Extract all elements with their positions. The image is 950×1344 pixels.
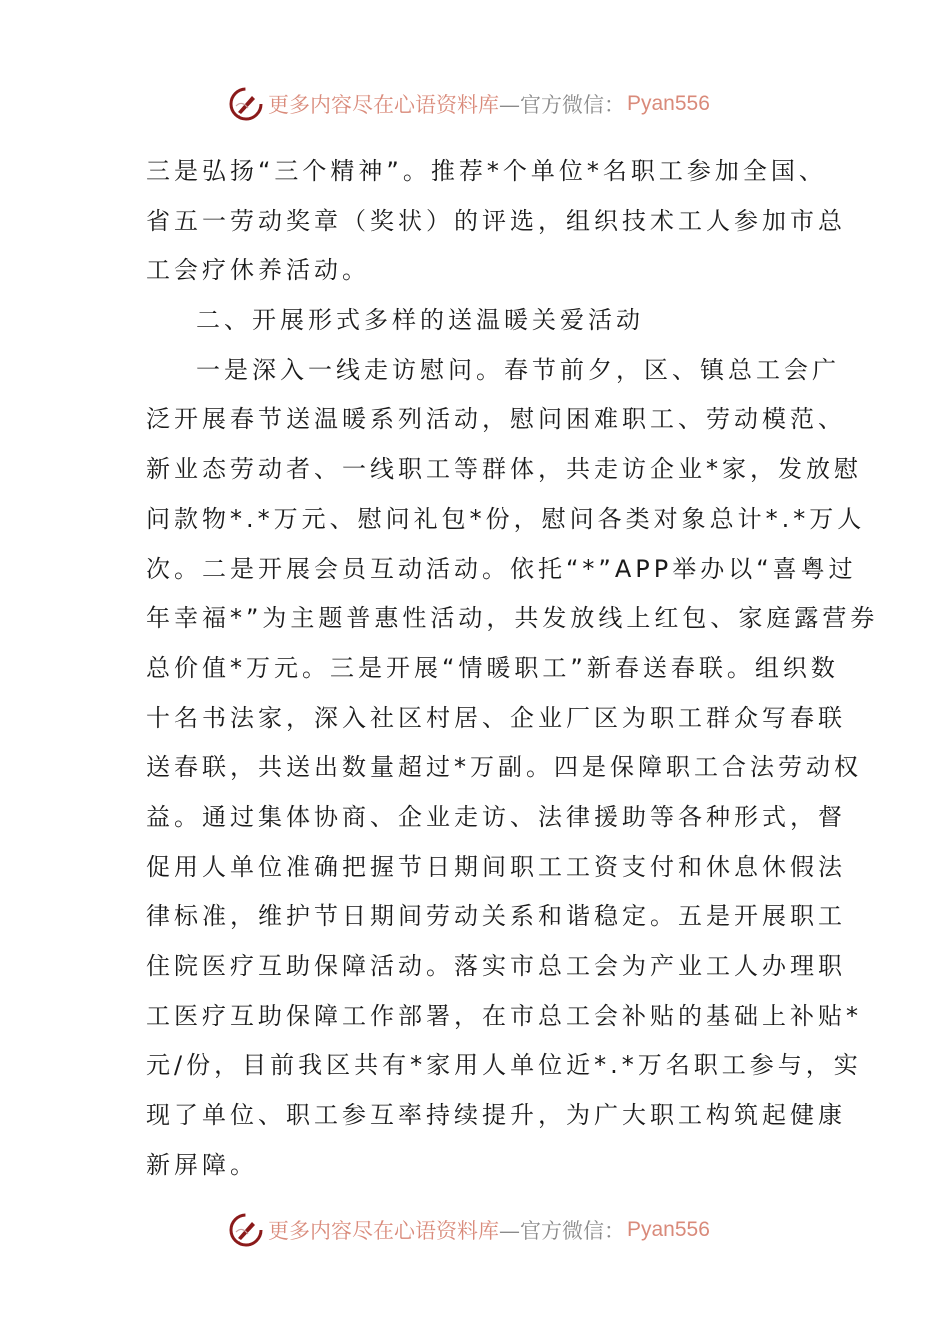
text-line: 益。通过集体协商、企业走访、法律援助等各种形式，督 xyxy=(146,802,846,831)
text-line: 新业态劳动者、一线职工等群体，共走访企业*家，发放慰 xyxy=(146,455,862,484)
promo-text: 更多内容尽在心语资料库 xyxy=(268,93,499,117)
text-line: 工医疗互助保障工作部署，在市总工会补贴的基础上补贴* xyxy=(146,1001,862,1030)
section-heading: 二、开展形式多样的送温暖关爱活动 xyxy=(196,306,644,335)
text-line: 工会疗休养活动。 xyxy=(146,256,370,285)
quill-pen-logo-icon xyxy=(228,86,264,122)
text-line: 元/份，目前我区共有*家用人单位近*.*万名职工参与，实 xyxy=(146,1051,862,1080)
footer-watermark-banner xyxy=(228,1210,710,1250)
header-watermark-banner xyxy=(228,84,710,124)
text-line: 问款物*.*万元、慰问礼包*份，慰问各类对象总计*.*万人 xyxy=(146,504,866,533)
text-line: 现了单位、职工参互率持续提升，为广大职工构筑起健康 xyxy=(146,1101,846,1130)
document-body xyxy=(146,147,879,1190)
text-line: 三是弘扬“三个精神”。推荐*个单位*名职工参加全国、 xyxy=(146,157,827,185)
text-line: 次。二是开展会员互动活动。依托“*”APP举办以“喜粤过 xyxy=(146,554,857,583)
text-line: 总价值*万元。三是开展“情暖职工”新春送春联。组织数 xyxy=(146,653,839,682)
text-line: 住院医疗互助保障活动。落实市总工会为产业工人办理职 xyxy=(146,952,846,980)
wechat-id: Pyan556 xyxy=(627,92,710,115)
text-line: 泛开展春节送温暖系列活动，慰问困难职工、劳动模范、 xyxy=(146,405,846,434)
wechat-label: —官方微信： xyxy=(499,93,625,117)
text-line: 年幸福*”为主题普惠性活动，共发放线上红包、家庭露营券 xyxy=(146,604,879,633)
text-line: 一是深入一线走访慰问。春节前夕，区、镇总工会广 xyxy=(196,355,840,384)
wechat-label: —官方微信： xyxy=(499,1219,625,1243)
wechat-id: Pyan556 xyxy=(627,1218,710,1241)
text-line: 送春联，共送出数量超过*万副。四是保障职工合法劳动权 xyxy=(146,753,862,782)
text-line: 新屏障。 xyxy=(146,1150,258,1179)
text-line: 省五一劳动奖章（奖状）的评选，组织技术工人参加市总 xyxy=(146,206,846,235)
text-line: 十名书法家，深入社区村居、企业厂区为职工群众写春联 xyxy=(146,703,846,732)
promo-text: 更多内容尽在心语资料库 xyxy=(268,1219,499,1243)
text-line: 律标准，维护节日期间劳动关系和谐稳定。五是开展职工 xyxy=(146,902,846,931)
quill-pen-logo-icon xyxy=(228,1212,264,1248)
text-line: 促用人单位准确把握节日期间职工工资支付和休息休假法 xyxy=(146,852,846,881)
